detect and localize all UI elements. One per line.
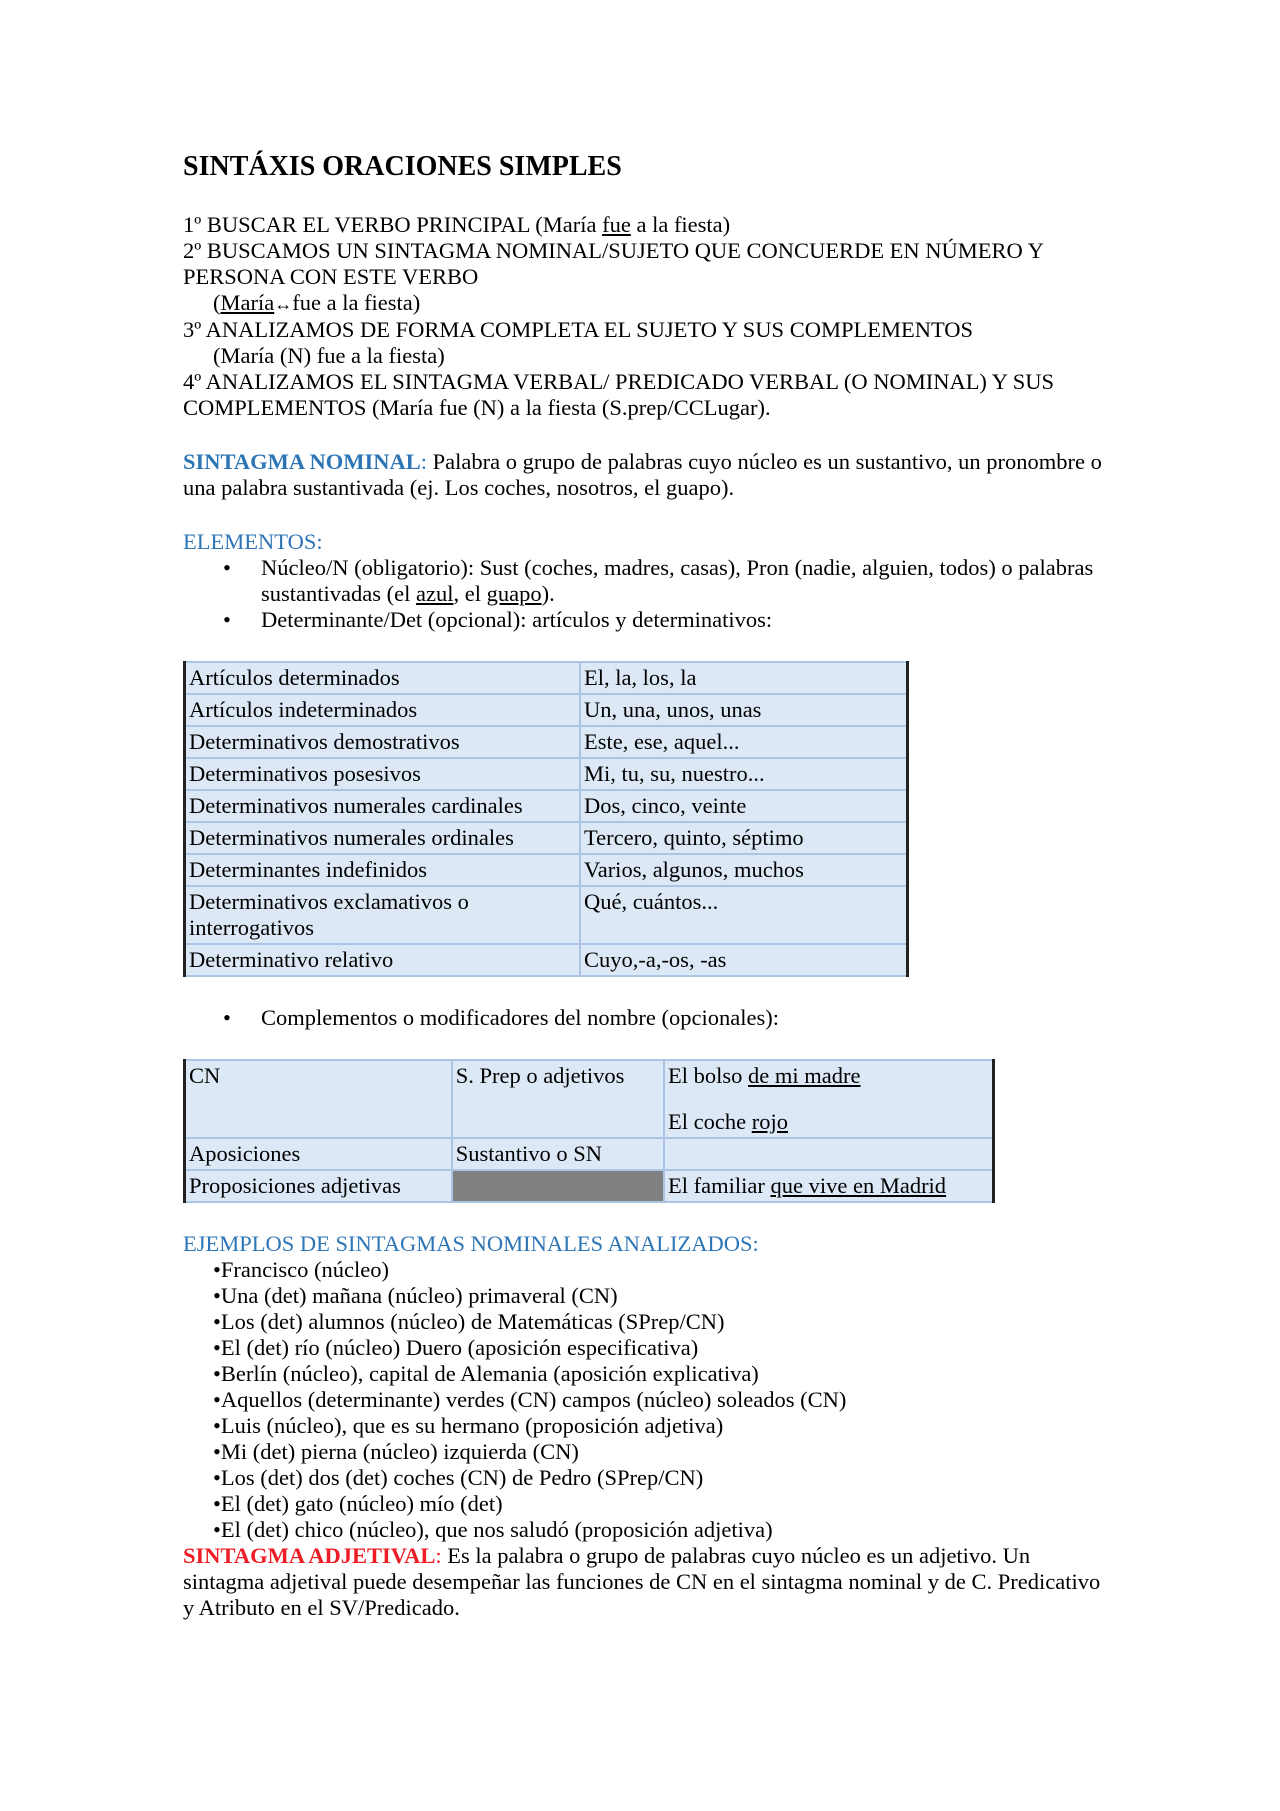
table-cell: Artículos determinados — [185, 662, 580, 694]
table-cell: Qué, cuántos... — [580, 886, 908, 944]
table-row — [185, 662, 908, 694]
list-item: • El (det) río (núcleo) Duero (aposición especificativa) — [213, 1335, 1113, 1361]
list-item: • Luis (núcleo), que es su hermano (proposición adjetiva) — [213, 1413, 1113, 1439]
table-row — [185, 1138, 994, 1170]
page-title: SINTÁXIS ORACIONES SIMPLES — [183, 151, 622, 182]
table-cell: Varios, algunos, muchos — [580, 854, 908, 886]
list-item: • Núcleo/N (obligatorio): Sust (coches, madres, casas), Pron (nadie, alguien, todos) o palabras sustantivadas (el azul, el guapo). — [183, 555, 1113, 607]
step-2-example: (María↔fue a la fiesta) — [213, 290, 421, 315]
steps-section — [183, 212, 1113, 421]
complementos-list — [183, 1005, 1113, 1031]
complementos-table — [183, 1059, 995, 1203]
list-item: • Aquellos (determinante) verdes (CN) campos (núcleo) soleados (CN) — [213, 1387, 1113, 1413]
table-cell: Dos, cinco, veinte — [580, 790, 908, 822]
table-cell: CN — [185, 1060, 452, 1138]
table-cell: S. Prep o adjetivos — [452, 1060, 664, 1138]
elementos-heading: ELEMENTOS: — [183, 529, 323, 554]
table-row — [185, 726, 908, 758]
table-cell: Sustantivo o SN — [452, 1138, 664, 1170]
list-item: • Los (det) dos (det) coches (CN) de Pedro (SPrep/CN) — [213, 1465, 1113, 1491]
double-arrow-icon: ↔ — [274, 294, 293, 314]
list-item: • El (det) chico (núcleo), que nos saludó (proposición adjetiva) — [213, 1517, 1113, 1543]
table-cell: Cuyo,-a,-os, -as — [580, 944, 908, 976]
table-cell: El, la, los, la — [580, 662, 908, 694]
table-cell: Determinativos posesivos — [185, 758, 580, 790]
table-row — [185, 944, 908, 976]
determinantes-table — [183, 661, 909, 977]
list-item: • El (det) gato (núcleo) mío (det) — [213, 1491, 1113, 1517]
list-item: • Los (det) alumnos (núcleo) de Matemáticas (SPrep/CN) — [213, 1309, 1113, 1335]
table-row — [185, 758, 908, 790]
table-row — [185, 694, 908, 726]
table-cell-shaded — [452, 1170, 664, 1202]
table-cell: Proposiciones adjetivas — [185, 1170, 452, 1202]
table-cell: Determinativos numerales ordinales — [185, 822, 580, 854]
elementos-section — [183, 529, 1113, 633]
step-3: 3º ANALIZAMOS DE FORMA COMPLETA EL SUJETO Y SUS COMPLEMENTOS — [183, 317, 974, 342]
ejemplos-list — [183, 1257, 1113, 1543]
elementos-list — [183, 555, 1113, 633]
list-item: • Mi (det) pierna (núcleo) izquierda (CN) — [213, 1439, 1113, 1465]
table-cell: Determinativos exclamativos o interrogativos — [185, 886, 580, 944]
table-cell: Determinantes indefinidos — [185, 854, 580, 886]
table-row — [185, 822, 908, 854]
table-cell: Determinativos demostrativos — [185, 726, 580, 758]
list-item: • Determinante/Det (opcional): artículos y determinativos: — [183, 607, 1113, 633]
step-1: 1º BUSCAR EL VERBO PRINCIPAL (María fue a la fiesta) — [183, 212, 731, 237]
step-4: 4º ANALIZAMOS EL SINTAGMA VERBAL/ PREDICADO VERBAL (O NOMINAL) Y SUS COMPLEMENTOS (María fue (N) a la fiesta (S.prep/CCLugar). — [183, 369, 1055, 420]
table-cell: Este, ese, aquel... — [580, 726, 908, 758]
table-cell: El familiar que vive en Madrid — [664, 1170, 993, 1202]
sintagma-nominal-heading: SINTAGMA NOMINAL — [183, 449, 421, 474]
table-row — [185, 886, 908, 944]
table-cell: Artículos indeterminados — [185, 694, 580, 726]
table-cell: El bolso de mi madre El coche rojo — [664, 1060, 993, 1138]
table-cell: Determinativo relativo — [185, 944, 580, 976]
step-2: 2º BUSCAMOS UN SINTAGMA NOMINAL/SUJETO QUE CONCUERDE EN NÚMERO Y PERSONA CON ESTE VERBO — [183, 238, 1044, 289]
step-3-example: (María (N) fue a la fiesta) — [213, 343, 445, 368]
list-item: • Berlín (núcleo), capital de Alemania (aposición explicativa) — [213, 1361, 1113, 1387]
table-row — [185, 790, 908, 822]
list-item: • Francisco (núcleo) — [213, 1257, 1113, 1283]
ejemplos-heading: EJEMPLOS DE SINTAGMAS NOMINALES ANALIZADOS: — [183, 1231, 759, 1256]
table-cell: Tercero, quinto, séptimo — [580, 822, 908, 854]
list-item: • Complementos o modificadores del nombre (opcionales): — [183, 1005, 1113, 1031]
table-row — [185, 854, 908, 886]
table-cell — [664, 1138, 993, 1170]
table-cell: Mi, tu, su, nuestro... — [580, 758, 908, 790]
sintagma-nominal-definition: SINTAGMA NOMINAL: Palabra o grupo de palabras cuyo núcleo es un sustantivo, un pronombre o una palabra sustantivada (ej. Los coches, nosotros, el guapo). — [183, 449, 1102, 500]
document-page — [183, 150, 1113, 1621]
table-cell: Un, una, unos, unas — [580, 694, 908, 726]
ejemplos-section — [183, 1231, 1113, 1543]
sintagma-adjetival-heading: SINTAGMA ADJETIVAL — [183, 1543, 436, 1568]
sintagma-adjetival-definition: SINTAGMA ADJETIVAL: Es la palabra o grupo de palabras cuyo núcleo es un adjetivo. Un sintagma adjetival puede desempeñar las funciones de CN en el sintagma nominal y de C. Predicativo y Atributo en el SV/Predicado. — [183, 1543, 1101, 1620]
list-item: • Una (det) mañana (núcleo) primaveral (CN) — [213, 1283, 1113, 1309]
table-cell: Aposiciones — [185, 1138, 452, 1170]
table-row — [185, 1060, 994, 1138]
table-cell: Determinativos numerales cardinales — [185, 790, 580, 822]
table-row — [185, 1170, 994, 1202]
